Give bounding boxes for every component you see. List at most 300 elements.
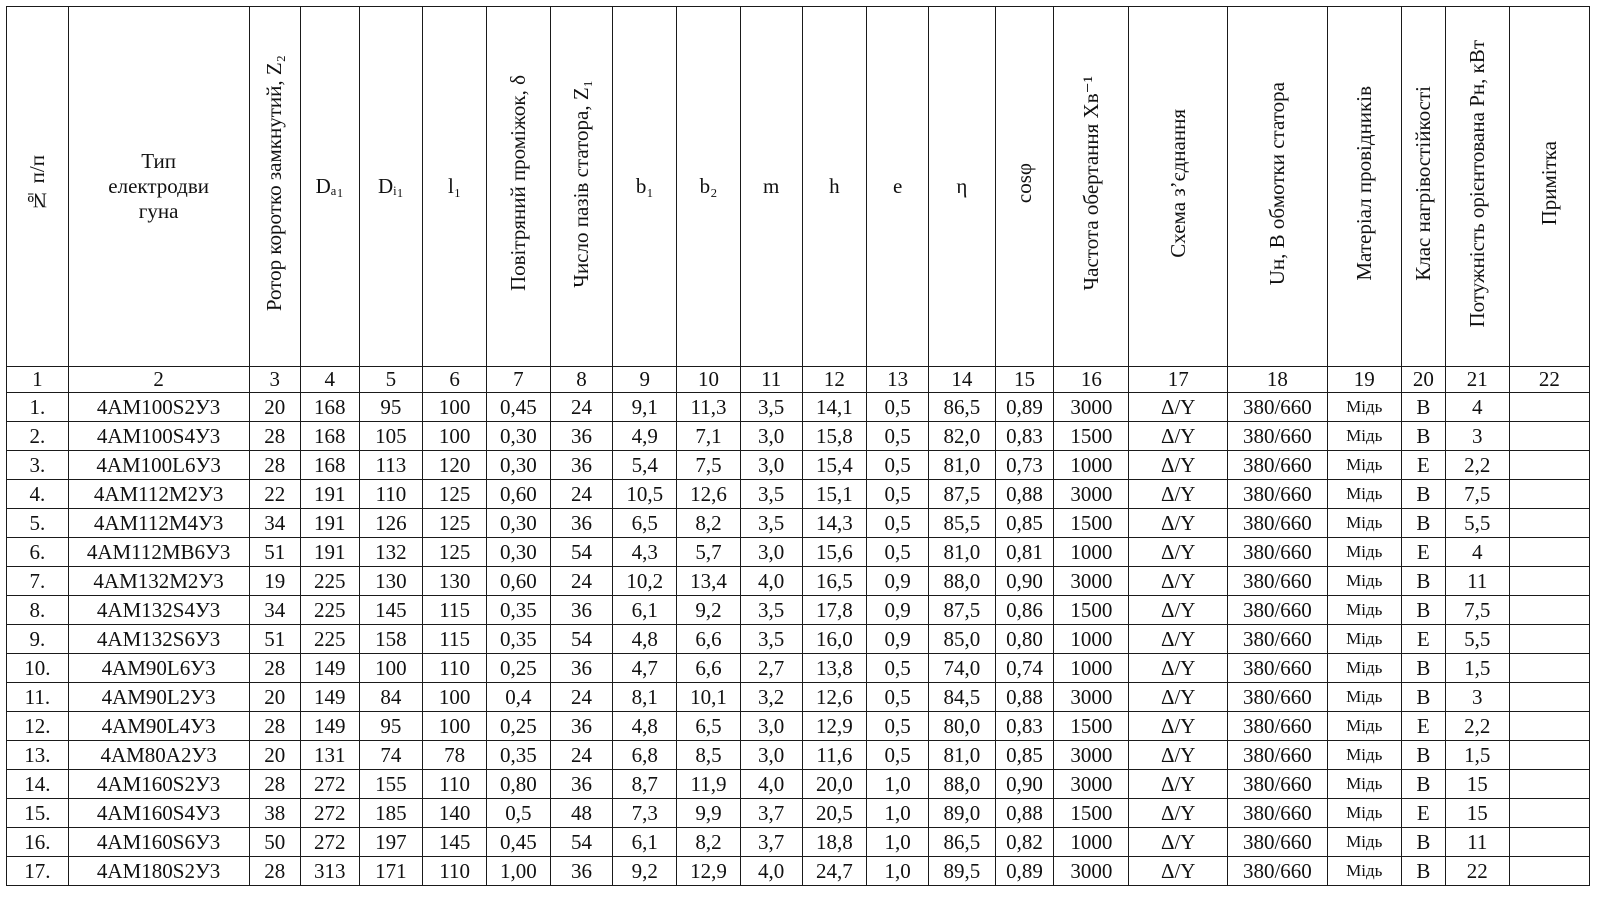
cell-material: Мідь	[1327, 393, 1401, 422]
cell-da1: 225	[300, 567, 359, 596]
cell-l1: 110	[423, 770, 487, 799]
column-number: 18	[1228, 367, 1328, 393]
cell-z1: 48	[550, 799, 613, 828]
cell-voltage: 380/660	[1228, 857, 1328, 886]
cell-power: 1,5	[1445, 741, 1509, 770]
cell-voltage: 380/660	[1228, 741, 1328, 770]
cell-rotor: 38	[249, 799, 300, 828]
cell-rotor: 28	[249, 422, 300, 451]
cell-voltage: 380/660	[1228, 596, 1328, 625]
header-da1	[300, 7, 359, 367]
header-note-label: Примітка	[1536, 141, 1561, 226]
cell-power: 5,5	[1445, 625, 1509, 654]
header-cos-label: cosφ	[1012, 163, 1037, 204]
header-voltage	[1228, 7, 1328, 367]
cell-z1: 36	[550, 654, 613, 683]
cell-z1: 54	[550, 625, 613, 654]
cell-eta: 87,5	[928, 480, 995, 509]
cell-gap: 0,60	[486, 480, 550, 509]
table-row	[7, 828, 1590, 857]
cell-di1: 110	[359, 480, 423, 509]
cell-gap: 0,30	[486, 538, 550, 567]
header-note	[1509, 7, 1589, 367]
column-number: 12	[802, 367, 867, 393]
cell-di1: 155	[359, 770, 423, 799]
cell-b1: 5,4	[613, 451, 677, 480]
cell-eta: 89,0	[928, 799, 995, 828]
cell-no: 8.	[7, 596, 69, 625]
cell-h: 17,8	[802, 596, 867, 625]
cell-power: 5,5	[1445, 509, 1509, 538]
cell-da1: 225	[300, 596, 359, 625]
cell-power: 7,5	[1445, 480, 1509, 509]
cell-rotor: 28	[249, 770, 300, 799]
cell-material: Мідь	[1327, 741, 1401, 770]
cell-e: 0,5	[867, 538, 929, 567]
cell-cos: 0,85	[995, 509, 1054, 538]
cell-material: Мідь	[1327, 567, 1401, 596]
cell-m: 3,0	[740, 451, 802, 480]
header-row	[7, 7, 1590, 367]
cell-no: 4.	[7, 480, 69, 509]
column-number: 15	[995, 367, 1054, 393]
cell-cos: 0,73	[995, 451, 1054, 480]
cell-class: B	[1401, 393, 1445, 422]
cell-m: 3,7	[740, 828, 802, 857]
column-number: 10	[677, 367, 741, 393]
cell-b1: 10,2	[613, 567, 677, 596]
cell-e: 0,5	[867, 654, 929, 683]
cell-scheme: Δ/Y	[1129, 596, 1228, 625]
cell-z1: 24	[550, 480, 613, 509]
cell-b2: 8,2	[677, 509, 741, 538]
cell-scheme: Δ/Y	[1129, 799, 1228, 828]
cell-note	[1509, 567, 1589, 596]
cell-freq: 1000	[1054, 654, 1129, 683]
column-number: 9	[613, 367, 677, 393]
cell-note	[1509, 770, 1589, 799]
cell-cos: 0,83	[995, 422, 1054, 451]
cell-h: 15,8	[802, 422, 867, 451]
table-row	[7, 393, 1590, 422]
cell-z1: 24	[550, 393, 613, 422]
cell-h: 11,6	[802, 741, 867, 770]
cell-e: 0,5	[867, 480, 929, 509]
column-number-row	[7, 367, 1590, 393]
cell-cos: 0,88	[995, 799, 1054, 828]
cell-b1: 6,1	[613, 828, 677, 857]
header-di1	[359, 7, 423, 367]
cell-no: 1.	[7, 393, 69, 422]
cell-scheme: Δ/Y	[1129, 422, 1228, 451]
table-row	[7, 799, 1590, 828]
cell-l1: 120	[423, 451, 487, 480]
table-row	[7, 596, 1590, 625]
cell-no: 15.	[7, 799, 69, 828]
header-b1	[613, 7, 677, 367]
cell-m: 3,5	[740, 625, 802, 654]
cell-b1: 6,8	[613, 741, 677, 770]
cell-b1: 6,5	[613, 509, 677, 538]
column-number: 6	[423, 367, 487, 393]
cell-note	[1509, 538, 1589, 567]
cell-l1: 130	[423, 567, 487, 596]
cell-no: 12.	[7, 712, 69, 741]
cell-da1: 131	[300, 741, 359, 770]
cell-no: 2.	[7, 422, 69, 451]
cell-class: B	[1401, 654, 1445, 683]
cell-freq: 3000	[1054, 741, 1129, 770]
cell-class: B	[1401, 857, 1445, 886]
cell-da1: 191	[300, 509, 359, 538]
table-row	[7, 654, 1590, 683]
cell-h: 13,8	[802, 654, 867, 683]
cell-class: E	[1401, 451, 1445, 480]
header-l1-label: l₁	[448, 174, 462, 198]
header-b1-label: b₁	[635, 174, 654, 198]
cell-m: 3,5	[740, 393, 802, 422]
cell-e: 0,5	[867, 741, 929, 770]
cell-m: 4,0	[740, 770, 802, 799]
cell-freq: 1500	[1054, 596, 1129, 625]
cell-eta: 74,0	[928, 654, 995, 683]
cell-di1: 100	[359, 654, 423, 683]
cell-b2: 12,6	[677, 480, 741, 509]
cell-di1: 130	[359, 567, 423, 596]
cell-rotor: 34	[249, 509, 300, 538]
cell-m: 3,0	[740, 422, 802, 451]
header-e	[867, 7, 929, 367]
cell-z1: 24	[550, 741, 613, 770]
cell-b2: 5,7	[677, 538, 741, 567]
cell-freq: 3000	[1054, 770, 1129, 799]
cell-freq: 1000	[1054, 625, 1129, 654]
cell-m: 3,0	[740, 712, 802, 741]
cell-no: 9.	[7, 625, 69, 654]
cell-type: 4AM112M2У3	[68, 480, 249, 509]
column-number: 20	[1401, 367, 1445, 393]
cell-eta: 87,5	[928, 596, 995, 625]
header-class-label: Клас нагрівостійкості	[1410, 86, 1435, 281]
cell-cos: 0,85	[995, 741, 1054, 770]
cell-di1: 171	[359, 857, 423, 886]
cell-b1: 4,8	[613, 712, 677, 741]
cell-h: 15,4	[802, 451, 867, 480]
cell-z1: 54	[550, 538, 613, 567]
cell-rotor: 20	[249, 741, 300, 770]
table-row	[7, 538, 1590, 567]
cell-rotor: 22	[249, 480, 300, 509]
cell-scheme: Δ/Y	[1129, 654, 1228, 683]
cell-da1: 149	[300, 712, 359, 741]
cell-di1: 132	[359, 538, 423, 567]
cell-eta: 86,5	[928, 828, 995, 857]
cell-freq: 1500	[1054, 712, 1129, 741]
cell-class: B	[1401, 480, 1445, 509]
cell-material: Мідь	[1327, 596, 1401, 625]
cell-power: 2,2	[1445, 712, 1509, 741]
cell-class: B	[1401, 509, 1445, 538]
cell-e: 0,5	[867, 451, 929, 480]
cell-material: Мідь	[1327, 509, 1401, 538]
cell-di1: 95	[359, 712, 423, 741]
cell-da1: 191	[300, 538, 359, 567]
cell-rotor: 19	[249, 567, 300, 596]
cell-e: 0,9	[867, 625, 929, 654]
cell-b2: 13,4	[677, 567, 741, 596]
cell-l1: 110	[423, 857, 487, 886]
cell-gap: 0,35	[486, 741, 550, 770]
cell-voltage: 380/660	[1228, 625, 1328, 654]
cell-note	[1509, 596, 1589, 625]
header-power-label: Потужність орієнтована Рн, кВт	[1464, 39, 1489, 328]
cell-no: 5.	[7, 509, 69, 538]
cell-freq: 1500	[1054, 422, 1129, 451]
cell-h: 20,0	[802, 770, 867, 799]
cell-class: B	[1401, 741, 1445, 770]
header-b2	[677, 7, 741, 367]
header-h	[802, 7, 867, 367]
cell-e: 0,5	[867, 393, 929, 422]
cell-type: 4AM90L6У3	[68, 654, 249, 683]
cell-scheme: Δ/Y	[1129, 480, 1228, 509]
cell-eta: 81,0	[928, 451, 995, 480]
cell-power: 1,5	[1445, 654, 1509, 683]
cell-scheme: Δ/Y	[1129, 393, 1228, 422]
cell-gap: 0,5	[486, 799, 550, 828]
cell-l1: 115	[423, 596, 487, 625]
cell-b1: 8,1	[613, 683, 677, 712]
header-b2-label: b₂	[699, 174, 718, 198]
cell-b2: 6,6	[677, 625, 741, 654]
cell-b2: 8,5	[677, 741, 741, 770]
cell-type: 4AM100L6У3	[68, 451, 249, 480]
cell-power: 22	[1445, 857, 1509, 886]
cell-material: Мідь	[1327, 654, 1401, 683]
cell-no: 6.	[7, 538, 69, 567]
cell-power: 3	[1445, 683, 1509, 712]
table-row	[7, 683, 1590, 712]
header-freq-label: Частота обертання Хв⁻¹	[1078, 76, 1103, 291]
cell-gap: 0,60	[486, 567, 550, 596]
cell-type: 4AM90L4У3	[68, 712, 249, 741]
cell-freq: 1000	[1054, 451, 1129, 480]
cell-scheme: Δ/Y	[1129, 451, 1228, 480]
cell-power: 4	[1445, 538, 1509, 567]
cell-z1: 36	[550, 596, 613, 625]
cell-voltage: 380/660	[1228, 509, 1328, 538]
cell-type: 4AM132M2У3	[68, 567, 249, 596]
cell-b2: 6,5	[677, 712, 741, 741]
cell-b1: 4,7	[613, 654, 677, 683]
header-z1	[550, 7, 613, 367]
header-da1-label: Dₐ₁	[315, 174, 344, 198]
cell-rotor: 28	[249, 857, 300, 886]
cell-rotor: 28	[249, 712, 300, 741]
cell-note	[1509, 480, 1589, 509]
cell-freq: 1000	[1054, 828, 1129, 857]
cell-e: 0,9	[867, 596, 929, 625]
header-scheme-label: Схема з’єднання	[1165, 109, 1190, 258]
header-type	[68, 7, 249, 367]
cell-power: 3	[1445, 422, 1509, 451]
cell-da1: 168	[300, 393, 359, 422]
cell-cos: 0,80	[995, 625, 1054, 654]
cell-material: Мідь	[1327, 828, 1401, 857]
cell-eta: 84,5	[928, 683, 995, 712]
cell-gap: 0,80	[486, 770, 550, 799]
cell-no: 11.	[7, 683, 69, 712]
cell-type: 4AM160S6У3	[68, 828, 249, 857]
cell-b2: 10,1	[677, 683, 741, 712]
cell-voltage: 380/660	[1228, 538, 1328, 567]
cell-gap: 0,30	[486, 422, 550, 451]
cell-cos: 0,81	[995, 538, 1054, 567]
cell-note	[1509, 683, 1589, 712]
header-l1	[423, 7, 487, 367]
cell-b1: 4,9	[613, 422, 677, 451]
cell-gap: 0,4	[486, 683, 550, 712]
cell-cos: 0,86	[995, 596, 1054, 625]
cell-note	[1509, 712, 1589, 741]
header-type-line: Тип	[141, 149, 177, 173]
cell-rotor: 20	[249, 683, 300, 712]
cell-no: 14.	[7, 770, 69, 799]
column-number: 5	[359, 367, 423, 393]
cell-di1: 84	[359, 683, 423, 712]
cell-e: 0,5	[867, 683, 929, 712]
cell-l1: 100	[423, 712, 487, 741]
table-row	[7, 422, 1590, 451]
cell-note	[1509, 857, 1589, 886]
cell-type: 4AM160S2У3	[68, 770, 249, 799]
motor-specs-table	[6, 6, 1590, 886]
cell-cos: 0,82	[995, 828, 1054, 857]
header-rotor	[249, 7, 300, 367]
table-row	[7, 712, 1590, 741]
header-class	[1401, 7, 1445, 367]
cell-eta: 88,0	[928, 770, 995, 799]
header-eta	[928, 7, 995, 367]
header-no	[7, 7, 69, 367]
cell-material: Мідь	[1327, 799, 1401, 828]
cell-note	[1509, 828, 1589, 857]
cell-eta: 82,0	[928, 422, 995, 451]
header-type-line: гуна	[138, 199, 179, 223]
header-gap-label: Повітряний проміжок, δ	[505, 75, 530, 292]
cell-h: 20,5	[802, 799, 867, 828]
header-h-label: h	[829, 174, 840, 198]
cell-rotor: 28	[249, 451, 300, 480]
cell-b1: 9,2	[613, 857, 677, 886]
cell-scheme: Δ/Y	[1129, 828, 1228, 857]
cell-note	[1509, 654, 1589, 683]
header-type-label	[108, 149, 209, 224]
cell-rotor: 20	[249, 393, 300, 422]
cell-material: Мідь	[1327, 770, 1401, 799]
cell-da1: 168	[300, 451, 359, 480]
cell-type: 4AM100S2У3	[68, 393, 249, 422]
cell-freq: 3000	[1054, 393, 1129, 422]
cell-eta: 81,0	[928, 741, 995, 770]
cell-m: 3,5	[740, 509, 802, 538]
cell-h: 16,0	[802, 625, 867, 654]
cell-freq: 3000	[1054, 567, 1129, 596]
cell-da1: 149	[300, 683, 359, 712]
header-power	[1445, 7, 1509, 367]
cell-class: B	[1401, 596, 1445, 625]
header-gap	[486, 7, 550, 367]
cell-no: 13.	[7, 741, 69, 770]
cell-power: 7,5	[1445, 596, 1509, 625]
cell-h: 16,5	[802, 567, 867, 596]
cell-da1: 191	[300, 480, 359, 509]
cell-gap: 0,45	[486, 393, 550, 422]
cell-e: 0,9	[867, 567, 929, 596]
cell-scheme: Δ/Y	[1129, 770, 1228, 799]
cell-eta: 86,5	[928, 393, 995, 422]
column-number: 2	[68, 367, 249, 393]
header-type-line: електродви	[108, 174, 209, 198]
cell-l1: 125	[423, 538, 487, 567]
table-row	[7, 741, 1590, 770]
cell-z1: 36	[550, 857, 613, 886]
cell-eta: 85,5	[928, 509, 995, 538]
cell-e: 0,5	[867, 422, 929, 451]
cell-m: 4,0	[740, 857, 802, 886]
cell-m: 3,2	[740, 683, 802, 712]
cell-l1: 100	[423, 393, 487, 422]
header-voltage-label: Uн, В обмотки статора	[1264, 81, 1289, 286]
cell-b1: 9,1	[613, 393, 677, 422]
cell-type: 4AM100S4У3	[68, 422, 249, 451]
cell-class: E	[1401, 538, 1445, 567]
cell-rotor: 50	[249, 828, 300, 857]
cell-class: E	[1401, 625, 1445, 654]
cell-gap: 0,30	[486, 509, 550, 538]
cell-freq: 1500	[1054, 509, 1129, 538]
cell-b2: 12,9	[677, 857, 741, 886]
cell-di1: 185	[359, 799, 423, 828]
cell-scheme: Δ/Y	[1129, 712, 1228, 741]
cell-da1: 168	[300, 422, 359, 451]
cell-no: 3.	[7, 451, 69, 480]
cell-scheme: Δ/Y	[1129, 567, 1228, 596]
cell-voltage: 380/660	[1228, 828, 1328, 857]
cell-cos: 0,74	[995, 654, 1054, 683]
column-number: 1	[7, 367, 69, 393]
cell-type: 4AM160S4У3	[68, 799, 249, 828]
cell-m: 3,0	[740, 741, 802, 770]
column-number: 13	[867, 367, 929, 393]
cell-material: Мідь	[1327, 625, 1401, 654]
cell-l1: 145	[423, 828, 487, 857]
column-number: 11	[740, 367, 802, 393]
cell-material: Мідь	[1327, 451, 1401, 480]
cell-type: 4AM180S2У3	[68, 857, 249, 886]
cell-e: 1,0	[867, 770, 929, 799]
cell-h: 15,1	[802, 480, 867, 509]
cell-eta: 80,0	[928, 712, 995, 741]
cell-type: 4AM112M4У3	[68, 509, 249, 538]
cell-b2: 11,3	[677, 393, 741, 422]
cell-di1: 126	[359, 509, 423, 538]
header-cos	[995, 7, 1054, 367]
cell-gap: 0,30	[486, 451, 550, 480]
cell-freq: 1000	[1054, 538, 1129, 567]
column-number: 14	[928, 367, 995, 393]
cell-l1: 115	[423, 625, 487, 654]
